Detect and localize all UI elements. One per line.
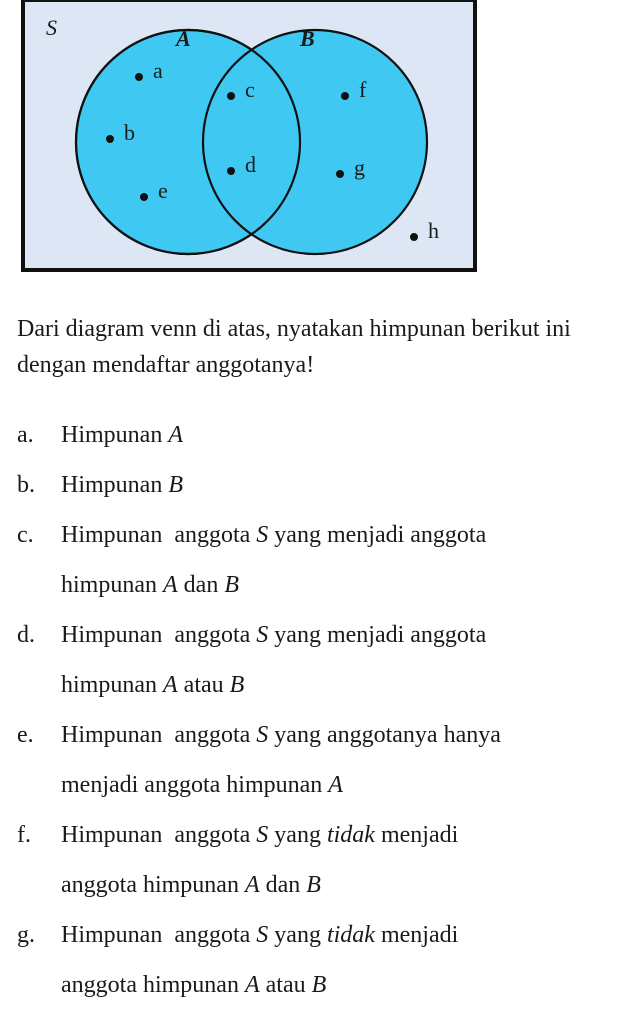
- text-segment: Himpunan anggota: [61, 522, 257, 548]
- question-text: [61, 510, 611, 610]
- italic-term: B: [224, 572, 239, 598]
- text-segment: yang menjadi anggota: [268, 522, 487, 548]
- question-line: [61, 710, 611, 760]
- text-segment: atau: [259, 972, 312, 998]
- text-segment: menjadi anggota himpunan: [61, 772, 329, 798]
- italic-term: A: [168, 422, 183, 448]
- element-label-b: b: [124, 120, 135, 145]
- text-segment: menjadi: [374, 822, 459, 848]
- italic-term: S: [256, 722, 269, 748]
- question-letter: f.: [17, 822, 31, 848]
- text-segment: yang: [268, 822, 327, 848]
- element-point-g: [336, 170, 344, 178]
- text-segment: yang: [268, 922, 327, 948]
- venn-diagram: [0, 0, 620, 290]
- question-letter: b.: [17, 472, 35, 498]
- text-segment: Himpunan anggota: [61, 922, 257, 948]
- element-point-e: [140, 193, 148, 201]
- element-label-d: d: [245, 152, 256, 177]
- text-segment: dan: [177, 572, 225, 598]
- question-line: [61, 410, 611, 460]
- text-segment: Himpunan anggota: [61, 722, 257, 748]
- question-line: [61, 960, 611, 1010]
- text-segment: anggota himpunan: [61, 972, 245, 998]
- text-segment: atau: [177, 672, 230, 698]
- element-point-f: [341, 92, 349, 100]
- italic-term: tidak: [326, 922, 375, 948]
- element-label-g: g: [354, 155, 365, 180]
- italic-term: S: [256, 822, 269, 848]
- question-letter: a.: [17, 422, 34, 448]
- question-text: [61, 460, 611, 510]
- question-line: [61, 810, 611, 860]
- question-line: [61, 610, 611, 660]
- text-segment: Himpunan anggota: [61, 622, 257, 648]
- text-segment: anggota himpunan: [61, 872, 245, 898]
- text-segment: yang anggotanya hanya: [268, 722, 501, 748]
- italic-term: A: [244, 972, 260, 998]
- question-line: [61, 860, 611, 910]
- text-segment: menjadi: [374, 922, 459, 948]
- question-text: [61, 410, 611, 460]
- question-line: [61, 460, 611, 510]
- element-point-d: [227, 167, 235, 175]
- italic-term: A: [163, 572, 178, 598]
- question-line: [61, 510, 611, 560]
- italic-term: B: [306, 872, 321, 898]
- italic-term: A: [163, 672, 178, 698]
- question-text: [61, 810, 611, 910]
- italic-term: A: [244, 872, 260, 898]
- element-label-e: e: [158, 178, 168, 203]
- element-label-f: f: [359, 77, 367, 102]
- question-text: [61, 710, 611, 810]
- question-letter: c.: [17, 522, 34, 548]
- question-letter: d.: [17, 622, 35, 648]
- text-segment: dan: [259, 872, 307, 898]
- element-point-h: [410, 233, 418, 241]
- element-point-a: [135, 73, 143, 81]
- italic-term: tidak: [326, 822, 375, 848]
- text-segment: Himpunan: [61, 422, 169, 448]
- italic-term: S: [256, 522, 269, 548]
- element-label-h: h: [428, 218, 439, 243]
- element-label-c: c: [245, 77, 255, 102]
- text-segment: yang menjadi anggota: [268, 622, 487, 648]
- question-letter: e.: [17, 722, 34, 748]
- italic-term: A: [328, 772, 343, 798]
- italic-term: S: [256, 922, 269, 948]
- element-point-b: [106, 135, 114, 143]
- italic-term: B: [311, 972, 327, 998]
- question-line: [61, 760, 611, 810]
- text-segment: Himpunan: [61, 472, 169, 498]
- text-segment: himpunan: [61, 672, 163, 698]
- italic-term: S: [256, 622, 269, 648]
- italic-term: B: [168, 472, 183, 498]
- element-label-a: a: [153, 58, 163, 83]
- set-b-circle: [203, 30, 427, 254]
- text-segment: himpunan: [61, 572, 163, 598]
- question-letter: g.: [17, 922, 35, 948]
- question-line: [61, 910, 611, 960]
- element-point-c: [227, 92, 235, 100]
- set-a-label: A: [176, 26, 191, 51]
- question-line: [61, 660, 611, 710]
- italic-term: B: [229, 672, 245, 698]
- set-b-label: B: [300, 26, 315, 51]
- question-text: [61, 610, 611, 710]
- instruction-text: Dari diagram venn di atas, nyatakan himpunan berikut ini dengan mendaftar anggotanya!: [17, 316, 571, 378]
- universe-label: S: [46, 15, 57, 40]
- text-segment: Himpunan anggota: [61, 822, 257, 848]
- question-line: [61, 560, 611, 610]
- question-text: [61, 910, 611, 1010]
